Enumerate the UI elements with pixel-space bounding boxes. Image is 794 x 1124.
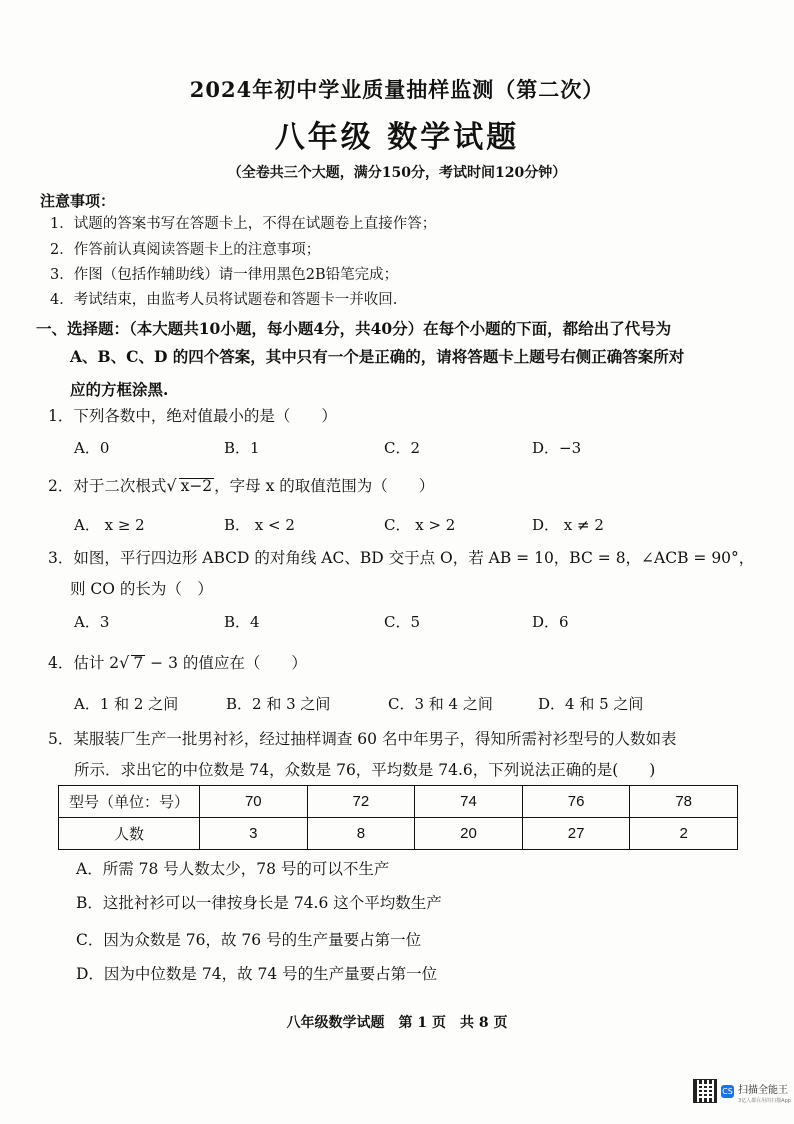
radical-sign-icon: √ [166, 476, 177, 495]
notes-heading: 注意事项： [40, 192, 116, 210]
size-count-table [58, 785, 738, 850]
q3-option-d: D．6 [532, 613, 569, 631]
note-item: 2．作答前认真阅读答题卡上的注意事项； [50, 242, 321, 258]
exam-subject-title: 八年级 数学试题 [274, 120, 520, 155]
q4-option-a: A．1 和 2 之间 [74, 695, 179, 713]
q5-option-d: D．因为中位数是 74，故 74 号的生产量要占第一位 [76, 965, 438, 983]
q2-option-a: A． x ≥ 2 [74, 516, 145, 534]
q1-option-c: C．2 [384, 439, 421, 457]
q1-option-b: B．1 [224, 439, 260, 457]
scanner-watermark [693, 1078, 791, 1104]
table-row [59, 818, 738, 850]
table-cell: 76 [522, 786, 630, 818]
watermark-text [738, 1078, 791, 1104]
q1-option-a: A．0 [74, 439, 110, 457]
table-cell: 27 [522, 818, 630, 850]
q5-option-c: C．因为众数是 76，故 76 号的生产量要占第一位 [76, 931, 422, 949]
q4-stem-prefix: 4．估计 2 [48, 654, 120, 672]
q4-option-b: B．2 和 3 之间 [226, 695, 331, 713]
radical-sign-icon: √ [119, 653, 130, 672]
table-cell: 8 [307, 818, 415, 850]
q3-option-a: A．3 [74, 613, 110, 631]
exam-subtitle: （全卷共三个大题，满分150分，考试时间120分钟） [227, 165, 567, 181]
table-row [59, 786, 738, 818]
question-1-stem: 1．下列各数中，绝对值最小的是（ ） [48, 407, 337, 425]
q1-option-d: D．−3 [532, 439, 582, 457]
q2-stem-suffix: ，字母 x 的取值范围为（ ） [214, 477, 435, 495]
note-item: 3．作图（包括作辅助线）请一律用黑色2B铅笔完成； [50, 267, 399, 283]
table-cell: 78 [630, 786, 738, 818]
q2-radicand: x−2 [180, 477, 213, 495]
q4-radicand: 7 [133, 654, 144, 672]
section-instruction-line: 一、选择题：（本大题共10小题，每小题4分，共40分）在每个小题的下面，都给出了代号为 [36, 319, 672, 338]
watermark-tagline: 3亿人都在用的扫描App [738, 1098, 791, 1104]
question-5-stem-cont: 所示．求出它的中位数是 74，众数是 76，平均数是 74.6，下列说法正确的是( ) [74, 761, 656, 779]
q2-option-c: C． x > 2 [384, 516, 456, 534]
q5-option-b: B．这批衬衫可以一律按身长是 74.6 这个平均数生产 [76, 894, 442, 912]
question-3-stem-cont: 则 CO 的长为（ ） [70, 580, 213, 598]
table-cell-header: 型号（单位：号） [59, 786, 200, 818]
table-cell: 20 [415, 818, 523, 850]
q2-stem-prefix: 2．对于二次根式 [48, 477, 167, 495]
exam-title: 2024年初中学业质量抽样监测（第二次） [189, 77, 605, 102]
qr-code-icon [693, 1079, 717, 1103]
note-item: 1．试题的答案书写在答题卡上，不得在试题卷上直接作答； [50, 216, 437, 232]
table-cell: 74 [415, 786, 523, 818]
question-2-stem [48, 474, 434, 496]
q3-option-c: C．5 [384, 613, 421, 631]
watermark-app-name: 扫描全能王 [738, 1085, 788, 1096]
table-cell: 70 [200, 786, 308, 818]
table-cell: 2 [630, 818, 738, 850]
section-instruction-line: 应的方框涂黑. [70, 380, 169, 399]
question-5-stem: 5．某服装厂生产一批男衬衫，经过抽样调查 60 名中年男子，得知所需衬衫型号的人数如表 [48, 730, 677, 748]
q2-option-b: B． x < 2 [224, 516, 295, 534]
q2-option-d: D． x ≠ 2 [532, 516, 604, 534]
question-4-stem [48, 651, 307, 673]
q3-option-b: B．4 [224, 613, 260, 631]
q5-option-a: A．所需 78 号人数太少，78 号的可以不生产 [76, 860, 390, 878]
table-cell: 3 [200, 818, 308, 850]
table-cell-header: 人数 [59, 818, 200, 850]
camscanner-logo-icon: CS [722, 1086, 733, 1096]
question-3-stem: 3．如图，平行四边形 ABCD 的对角线 AC、BD 交于点 O，若 AB = 10，BC = 8，∠ACB = 90°， [48, 549, 755, 567]
page-footer: 八年级数学试题 第 1 页 共 8 页 [286, 1015, 508, 1031]
q4-option-c: C．3 和 4 之间 [388, 695, 493, 713]
note-item: 4．考试结束，由监考人员将试题卷和答题卡一并收回. [50, 292, 398, 308]
section-instruction-line: A、B、C、D 的四个答案，其中只有一个是正确的，请将答题卡上题号右侧正确答案所对 [70, 347, 685, 366]
q4-option-d: D．4 和 5 之间 [538, 695, 644, 713]
q4-stem-suffix: − 3 的值应在（ ） [145, 654, 307, 672]
table-cell: 72 [307, 786, 415, 818]
